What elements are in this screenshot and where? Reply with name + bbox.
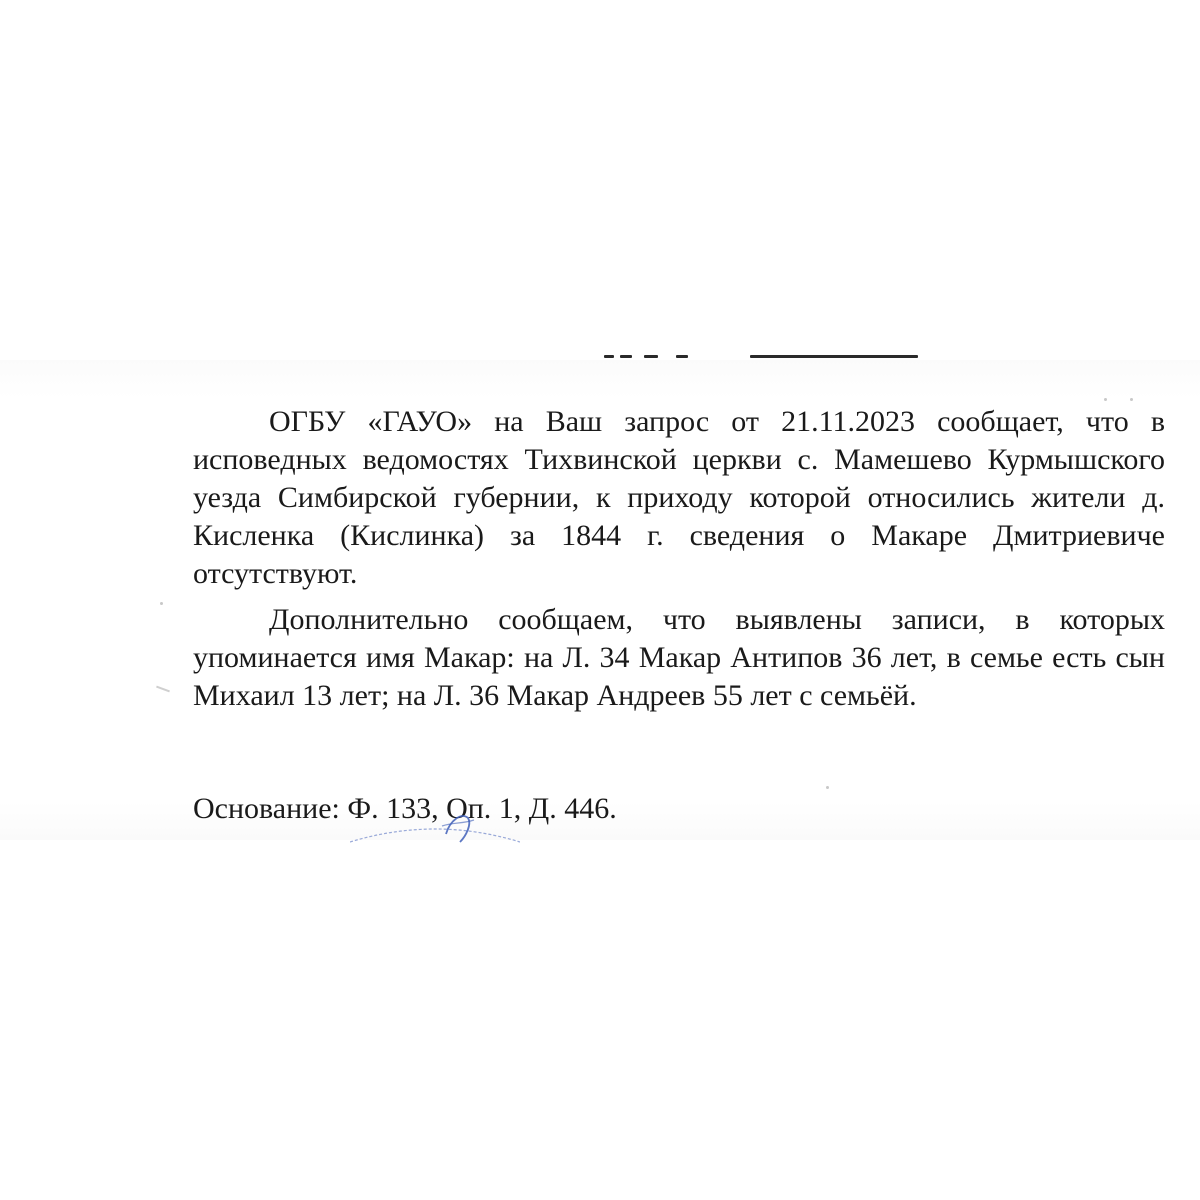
letter-body	[193, 403, 1165, 715]
paragraph-response: ОГБУ «ГАУО» на Ваш запрос от 21.11.2023 сообщает, что в исповедных ведомостях Тихвинской церкви с. Мамешево Курмышского уезда Симбирской губернии, к приходу которой относились жители д. Кисленка (Кислинка) за 1844 г. сведения о Макаре Дмитриевиче отсутствуют.	[193, 405, 1165, 590]
scan-speck	[1130, 398, 1133, 401]
archive-reference: Основание: Ф. 133, Оп. 1, Д. 446.	[193, 792, 617, 825]
paragraph-additional: Дополнительно сообщаем, что выявлены записи, в которых упоминается имя Макар: на Л. 34 Макар Антипов 36 лет, в семье есть сын Михаил 13 лет; на Л. 36 Макар Андреев 55 лет с семьёй.	[193, 603, 1165, 712]
scan-speck	[1104, 398, 1107, 401]
cropped-text-remnant	[600, 344, 920, 358]
scan-speck	[160, 602, 163, 605]
scan-speck	[826, 786, 829, 789]
